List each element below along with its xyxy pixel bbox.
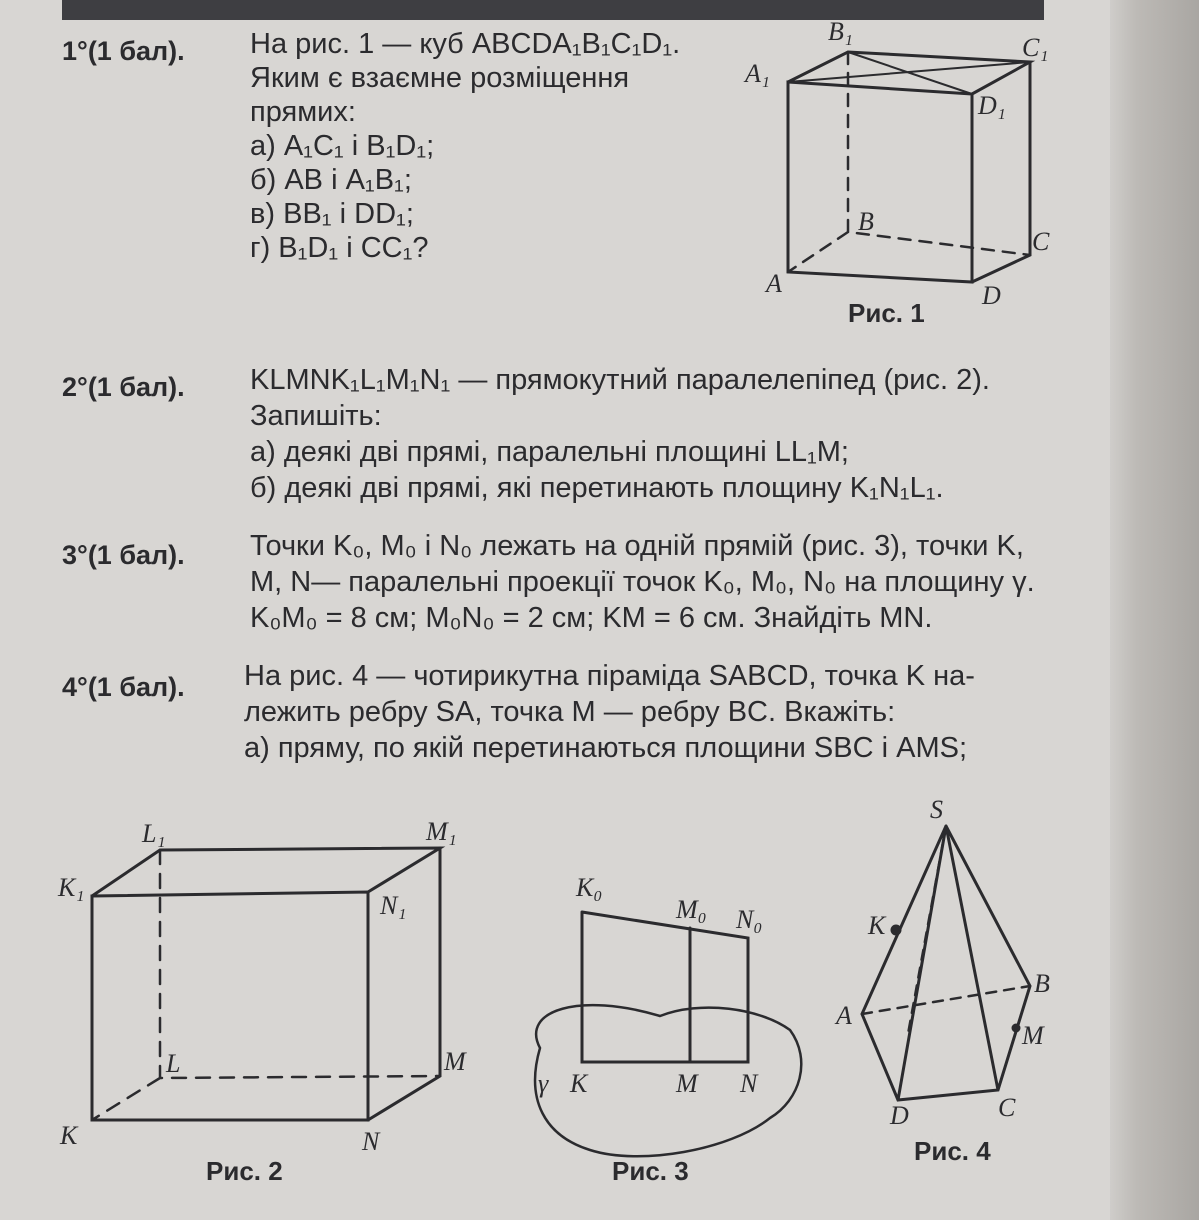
fig2-label-k: K: [60, 1121, 78, 1150]
fig4-point-k: [892, 926, 900, 934]
fig2-front-face: [92, 892, 368, 1120]
task-1-option-a: а) A₁C₁ і B₁D₁;: [250, 130, 435, 162]
fig2-caption: Рис. 2: [206, 1156, 283, 1186]
fig3-label-k: K: [570, 1069, 588, 1098]
fig1-label-a1: A₁: [745, 59, 770, 88]
fig2-label-m: M: [444, 1047, 466, 1076]
task-4-option-a: а) пряму, по якій перетинаються площини SBC і AMS;: [244, 732, 968, 764]
fig3-label-k0: K₀: [576, 873, 603, 902]
task-1-line-1: На рис. 1 — куб ABCDA₁B₁C₁D₁.: [250, 28, 681, 60]
task-1-number: 1°(1 бал).: [62, 36, 185, 66]
fig1-label-d1: D₁: [978, 91, 1006, 120]
fig4-label-s: S: [930, 795, 943, 824]
task-2-option-b: б) деякі дві прямі, які перетинають площину K₁N₁L₁.: [250, 472, 944, 504]
figure-3-projection: [535, 912, 801, 1156]
fig4-label-c: C: [998, 1093, 1016, 1122]
fig3-label-gamma: γ: [538, 1069, 549, 1098]
fig3-label-m: M: [676, 1069, 698, 1098]
task-1-option-c: в) BB₁ і DD₁;: [250, 198, 414, 230]
fig2-top-edges: [92, 848, 440, 896]
task-2-option-a: а) деякі дві прямі, паралельні площині LL₁M;: [250, 436, 849, 468]
fig1-label-c1: C₁: [1022, 33, 1049, 62]
fig4-label-b: B: [1034, 969, 1050, 998]
fig4-caption: Рис. 4: [914, 1136, 991, 1166]
task-1-option-d: г) B₁D₁ і CC₁?: [250, 232, 429, 264]
figure-4-pyramid: [862, 826, 1030, 1100]
task-2-line-2: Запишіть:: [250, 400, 382, 432]
fig1-label-d: D: [982, 281, 1001, 310]
fig4-label-a: A: [836, 1001, 852, 1030]
fig4-point-m: [1013, 1025, 1019, 1031]
task-4-number: 4°(1 бал).: [62, 672, 185, 702]
fig1-label-c: C: [1032, 227, 1050, 256]
task-4-line-1: На рис. 4 — чотирикутна піраміда SABCD, точка K на-: [244, 660, 975, 692]
task-4-line-2: лежить ребру SA, точка M — ребру BC. Вкажіть:: [244, 696, 896, 728]
fig2-label-k1: K₁: [58, 873, 85, 902]
fig2-label-l: L: [166, 1049, 181, 1078]
task-1-line-2: Яким є взаємне розміщення: [250, 62, 630, 94]
figure-2-parallelepiped: [92, 848, 440, 1120]
fig4-visible-edges: [862, 826, 1030, 1100]
fig3-projection-lines: [582, 912, 748, 1062]
task-2-line-1: KLMNK₁L₁M₁N₁ — прямокутний паралелепіпед (рис. 2).: [250, 364, 990, 396]
fig1-label-a: A: [766, 269, 782, 298]
fig4-label-m: M: [1022, 1021, 1044, 1050]
fig4-hidden-edges: [862, 826, 1030, 1034]
fig1-label-b: B: [858, 207, 874, 236]
fig4-label-k: K: [868, 911, 886, 940]
fig2-label-n1: N₁: [380, 891, 407, 920]
task-3-number: 3°(1 бал).: [62, 540, 185, 570]
task-3-line-3: K₀M₀ = 8 см; M₀N₀ = 2 см; KM = 6 см. Знайдіть MN.: [250, 602, 933, 634]
task-1-option-b: б) AB і A₁B₁;: [250, 164, 412, 196]
fig1-caption: Рис. 1: [848, 298, 925, 328]
task-3-line-2: M, N— паралельні проекції точок K₀, M₀, N₀ на площину γ.: [250, 566, 1035, 598]
fig3-label-n0: N₀: [736, 905, 763, 934]
fig2-label-n: N: [362, 1127, 380, 1156]
fig2-label-m1: M₁: [426, 817, 457, 846]
task-1-line-3: прямих:: [250, 96, 356, 128]
task-2-number: 2°(1 бал).: [62, 372, 185, 402]
fig4-label-d: D: [890, 1101, 909, 1130]
fig1-top-diagonals: [788, 52, 1030, 94]
fig1-front-face: [788, 82, 972, 282]
figure-1-cube: [788, 52, 1030, 282]
fig3-label-n: N: [740, 1069, 758, 1098]
fig3-caption: Рис. 3: [612, 1156, 689, 1186]
fig3-label-m0: M₀: [676, 895, 707, 924]
task-3-line-1: Точки K₀, M₀ і N₀ лежать на одній прямій (рис. 3), точки K,: [250, 530, 1024, 562]
fig1-label-b1: B₁: [828, 17, 853, 46]
fig2-label-l1: L₁: [142, 819, 166, 848]
fig2-right-edge: [368, 848, 440, 1120]
